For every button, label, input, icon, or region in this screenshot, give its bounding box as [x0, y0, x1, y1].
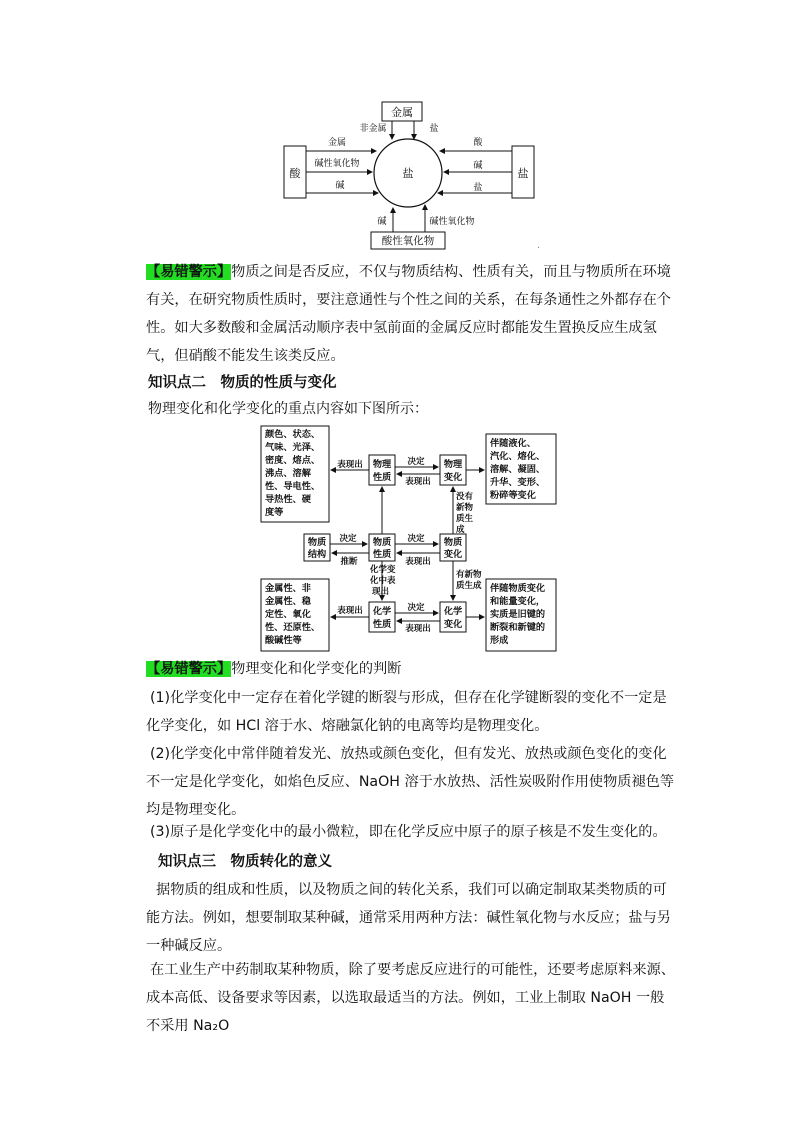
- svg-text:实质是旧键的: 实质是旧键的: [490, 609, 546, 620]
- svg-text:金属性、稳: 金属性、稳: [265, 596, 311, 607]
- svg-text:升华、变形、: 升华、变形、: [490, 477, 546, 488]
- svg-text:质生: 质生: [456, 514, 474, 524]
- svg-text:化学: 化学: [443, 606, 463, 617]
- svg-text:决定: 决定: [407, 603, 425, 613]
- svg-text:物质: 物质: [443, 537, 463, 548]
- svg-text:伴随液化、: 伴随液化、: [490, 438, 536, 449]
- svg-text:推断: 推断: [340, 557, 358, 567]
- section-heading-3: 知识点三 物质转化的意义: [158, 854, 332, 870]
- svg-text:金属性、非: 金属性、非: [265, 583, 311, 594]
- svg-text:酸碱性等: 酸碱性等: [265, 635, 302, 646]
- svg-text:物质: 物质: [372, 537, 392, 548]
- svg-text:性质: 性质: [372, 472, 392, 483]
- svg-text:性质: 性质: [372, 549, 392, 560]
- salt-formation-diagram: [280, 96, 536, 252]
- svg-text:结构: 结构: [307, 549, 327, 560]
- svg-text:新物: 新物: [456, 503, 474, 513]
- svg-text:变化: 变化: [443, 549, 463, 560]
- svg-text:粉碎等变化: 粉碎等变化: [490, 490, 536, 501]
- svg-text:碱性氧化物: 碱性氧化物: [314, 159, 360, 169]
- svg-text:性质: 性质: [372, 619, 392, 630]
- svg-text:决定: 决定: [407, 534, 425, 544]
- svg-text:决定: 决定: [339, 534, 357, 544]
- svg-text:度等: 度等: [265, 507, 284, 518]
- warning-title-2: 物理变化和化学变化的判断: [231, 661, 402, 677]
- svg-text:表现出: 表现出: [405, 477, 431, 487]
- warning-text: 物质之间是否反应，不仅与物质结构、性质有关，而且与物质所在环境有关，在研究物质性质时，要注意通性与个性之间的关系，在每条通性之外都存在个性。如大多数酸和金属活动顺序表中氢前面的金属反应时都能发生置换反应生成氢气，但硝酸不能发生该类反应。: [146, 264, 671, 364]
- svg-text:变化: 变化: [443, 472, 463, 483]
- svg-text:表现出: 表现出: [405, 624, 431, 634]
- svg-text:碱性氧化物: 碱性氧化物: [429, 217, 475, 227]
- svg-text:沸点、溶解: 沸点、溶解: [265, 468, 311, 479]
- acidic-oxide-box-label: 酸性氧化物: [381, 235, 435, 247]
- svg-text:非金属: 非金属: [359, 124, 387, 134]
- warning-item-2: (2)化学变化中常伴随着发光、放热或颜色变化，但有发光、放热或颜色变化的变化不一定是化学变化，如焰色反应、NaOH 溶于水放热、活性炭吸附作用使物质褪色等均是物理变化。: [146, 746, 675, 818]
- svg-text:颜色、状态、: 颜色、状态、: [265, 429, 321, 440]
- svg-text:物理: 物理: [443, 459, 463, 470]
- warning-item-3: (3)原子是化学变化中的最小微粒，即在化学反应中原子的原子核是不发生变化的。: [150, 824, 667, 840]
- svg-text:导热性、硬: 导热性、硬: [265, 494, 311, 505]
- svg-text:化学变: 化学变: [370, 565, 396, 575]
- svg-text:金属: 金属: [327, 138, 347, 148]
- svg-text:物理: 物理: [372, 459, 392, 470]
- svg-text:性、导电性、: 性、导电性、: [265, 481, 321, 492]
- svg-text:有新物: 有新物: [456, 570, 482, 580]
- svg-text:没有: 没有: [456, 492, 474, 502]
- section3-paragraph-2: 在工业生产中药制取某种物质，除了要考虑反应进行的可能性，还要考虑原料来源、成本高低、设备要求等因素，以选取最适当的方法。例如，工业上制取 NaOH 一般不采用 Na₂O: [146, 962, 675, 1034]
- svg-text:物质: 物质: [307, 537, 327, 548]
- svg-text:和能量变化，: 和能量变化，: [490, 596, 546, 607]
- warning-heading-2: [146, 657, 401, 681]
- svg-text:碱: 碱: [377, 217, 387, 227]
- svg-text:成: 成: [456, 525, 465, 535]
- section3-paragraph-1: 据物质的组成和性质，以及物质之间的转化关系，我们可以确定制取某类物质的可能方法。例如，想要制取某种碱，通常采用两种方法：碱性氧化物与水反应；盐与另一种碱反应。: [146, 882, 671, 954]
- svg-text:现出: 现出: [372, 587, 390, 597]
- svg-text:决定: 决定: [407, 457, 425, 467]
- svg-text:形成: 形成: [490, 635, 509, 646]
- warning-item-1: (1)化学变化中一定存在着化学键的断裂与形成，但存在化学键断裂的变化不一定是化学变化，如 HCl 溶于水、熔融氯化钠的电离等均是物理变化。: [146, 690, 667, 734]
- warning-tag-2: 【易错警示】: [146, 661, 232, 677]
- svg-text:断裂和新键的: 断裂和新键的: [490, 622, 546, 633]
- metal-box-label: 金属: [391, 106, 413, 119]
- warning-paragraph-1: [146, 258, 676, 370]
- svg-text:密度、熔点、: 密度、熔点、: [265, 455, 321, 466]
- property-change-diagram: [258, 422, 570, 654]
- svg-text:伴随物质变化: 伴随物质变化: [490, 583, 546, 594]
- svg-text:盐: 盐: [429, 124, 439, 134]
- svg-text:表现出: 表现出: [337, 460, 363, 470]
- section-intro-2: 物理变化和化学变化的重点内容如下图所示：: [148, 401, 428, 417]
- svg-text:表现出: 表现出: [405, 557, 431, 567]
- salt-circle-label: 盐: [402, 167, 414, 180]
- svg-text:汽化、熔化、: 汽化、熔化、: [490, 451, 546, 462]
- section-heading-2: 知识点二 物质的性质与变化: [148, 375, 337, 391]
- svg-text:酸: 酸: [473, 138, 483, 148]
- svg-text:化学: 化学: [372, 606, 392, 617]
- svg-text:碱: 碱: [473, 161, 483, 171]
- warning-tag: 【易错警示】: [146, 264, 232, 280]
- svg-text:变化: 变化: [443, 619, 463, 630]
- svg-text:盐: 盐: [473, 183, 483, 193]
- salt-box-label: 盐: [517, 167, 529, 180]
- svg-text:碱: 碱: [335, 181, 345, 191]
- svg-text:质生成: 质生成: [456, 581, 482, 591]
- svg-text:溶解、凝固、: 溶解、凝固、: [490, 464, 546, 475]
- acid-box-label: 酸: [289, 167, 301, 180]
- svg-text:化中表: 化中表: [370, 576, 396, 586]
- svg-text:定性、氧化: 定性、氧化: [265, 609, 311, 620]
- svg-text:性、还原性、: 性、还原性、: [265, 622, 321, 633]
- svg-text:气味、光泽、: 气味、光泽、: [265, 442, 321, 453]
- svg-text:表现出: 表现出: [337, 606, 363, 616]
